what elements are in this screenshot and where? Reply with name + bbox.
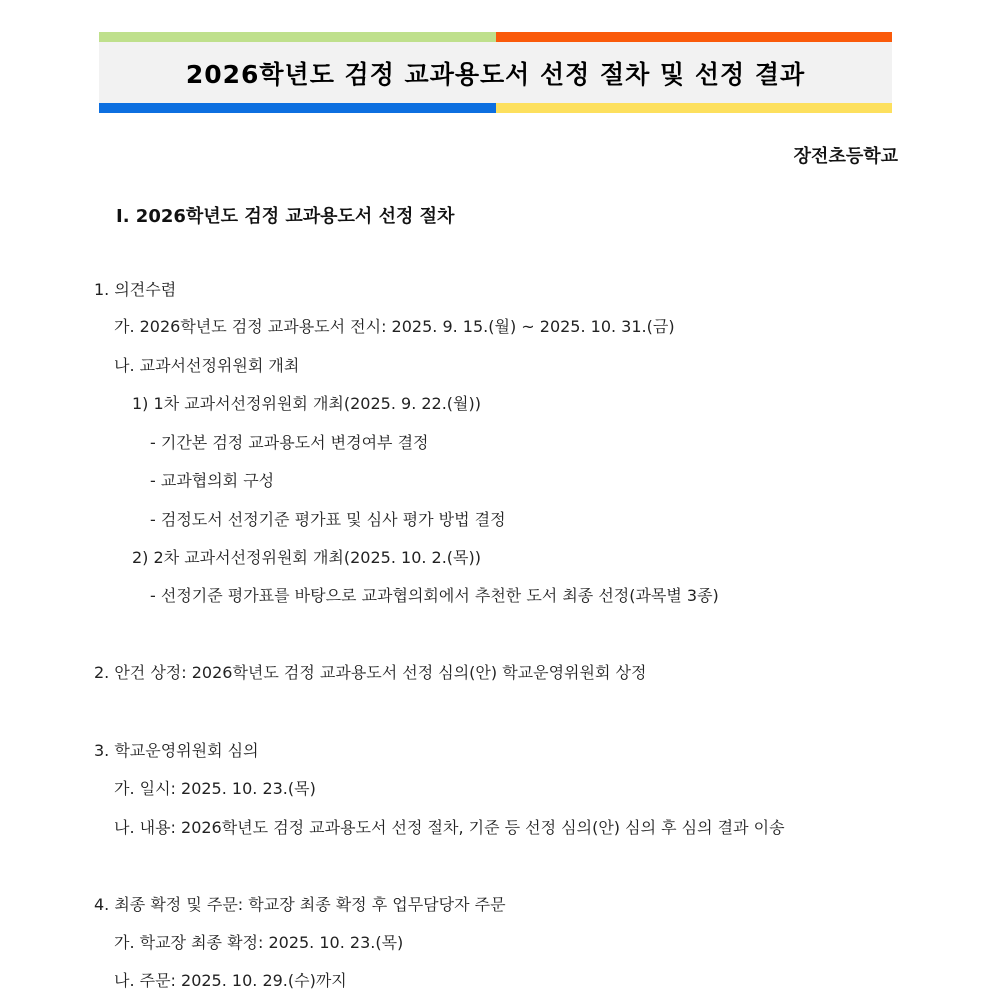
- procedure-line-item-1-na-1-a: - 기간본 검정 교과용도서 변경여부 결정: [150, 433, 429, 452]
- title-banner: [99, 32, 892, 113]
- procedure-line-item-3-ga: 가. 일시: 2025. 10. 23.(목): [114, 779, 316, 798]
- school-name: 장전초등학교: [793, 146, 898, 167]
- procedure-line-item-1-na-2: 2) 2차 교과서선정위원회 개최(2025. 10. 2.(목)): [132, 548, 481, 567]
- accent-bar-top-left: [99, 32, 496, 42]
- procedure-line-item-2: 2. 안건 상정: 2026학년도 검정 교과용도서 선정 심의(안) 학교운영위원회 상정: [94, 663, 647, 682]
- accent-bar-bottom-right: [496, 103, 893, 113]
- procedure-line-item-4: 4. 최종 확정 및 주문: 학교장 최종 확정 후 업무담당자 주문: [94, 895, 506, 914]
- procedure-line-item-1-ga: 가. 2026학년도 검정 교과용도서 전시: 2025. 9. 15.(월) ~ 2025. 10. 31.(금): [114, 317, 675, 336]
- procedure-line-item-1-na-1-b: - 교과협의회 구성: [150, 471, 275, 490]
- procedure-line-item-1: 1. 의견수렴: [94, 280, 177, 299]
- procedure-line-item-4-na: 나. 주문: 2025. 10. 29.(수)까지: [114, 971, 347, 990]
- procedure-line-item-1-na-1: 1) 1차 교과서선정위원회 개최(2025. 9. 22.(월)): [132, 394, 481, 413]
- procedure-line-item-3: 3. 학교운영위원회 심의: [94, 741, 259, 760]
- procedure-line-item-4-ga: 가. 학교장 최종 확정: 2025. 10. 23.(목): [114, 933, 404, 952]
- document-title: 2026학년도 검정 교과용도서 선정 절차 및 선정 결과: [185, 59, 806, 89]
- procedure-line-item-1-na: 나. 교과서선정위원회 개최: [114, 356, 300, 375]
- procedure-line-item-1-na-1-c: - 검정도서 선정기준 평가표 및 심사 평가 방법 결정: [150, 510, 506, 529]
- procedure-line-item-1-na-2-a: - 선정기준 평가표를 바탕으로 교과협의회에서 추천한 도서 최종 선정(과목별 3종): [150, 586, 719, 605]
- section-heading: Ⅰ. 2026학년도 검정 교과용도서 선정 절차: [116, 206, 455, 227]
- accent-bar-top-right: [496, 32, 893, 42]
- accent-bar-bottom-left: [99, 103, 496, 113]
- procedure-line-item-3-na: 나. 내용: 2026학년도 검정 교과용도서 선정 절차, 기준 등 선정 심의(안) 심의 후 심의 결과 이송: [114, 818, 785, 837]
